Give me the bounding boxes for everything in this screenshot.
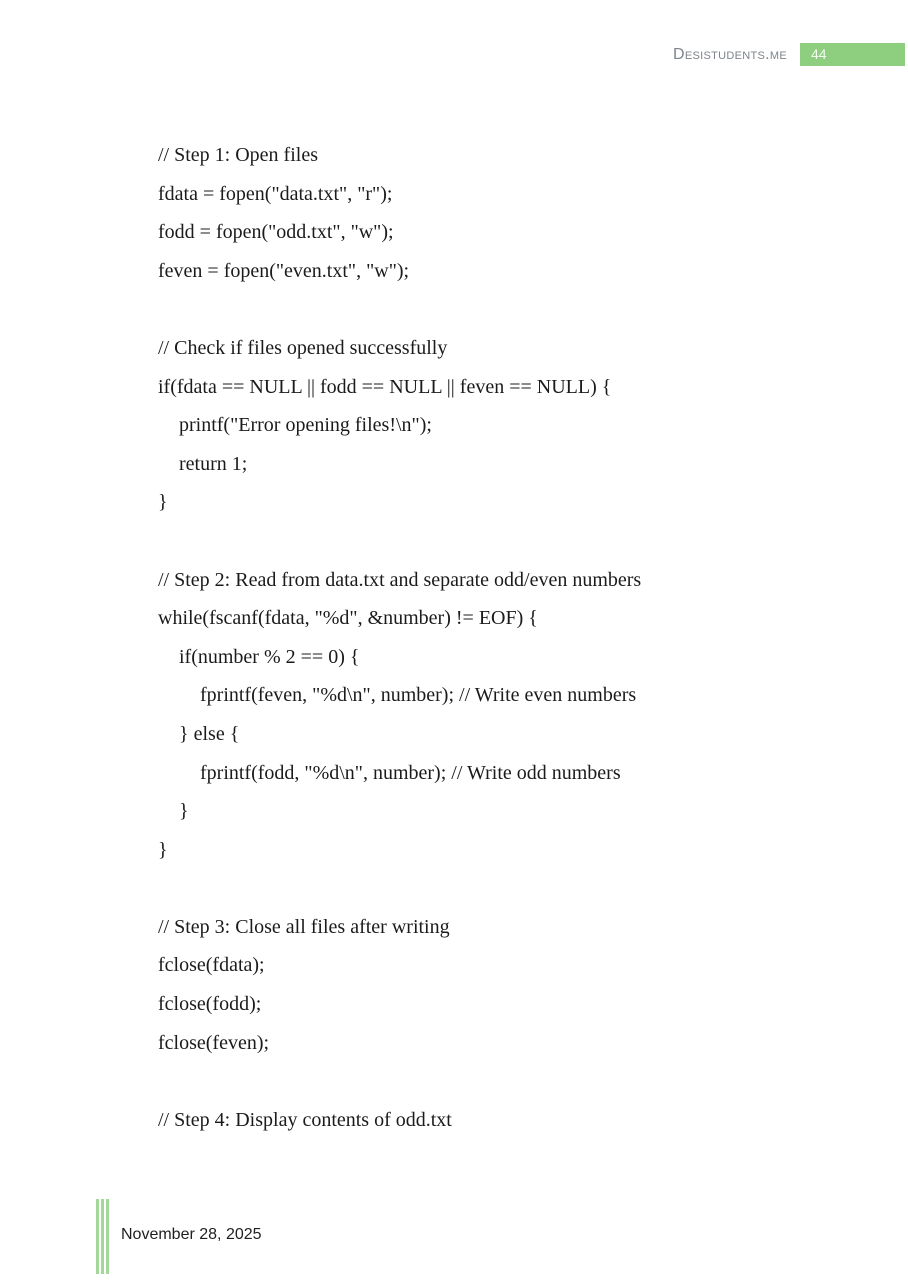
code-line: fprintf(fodd, "%d\n", number); // Write odd numbers <box>200 761 621 784</box>
footer-accent-stripes <box>96 1199 109 1274</box>
code-line: fclose(feven); <box>158 1031 270 1054</box>
code-line: fdata = fopen("data.txt", "r"); <box>158 182 393 205</box>
code-comment-line: // Step 4: Display contents of odd.txt <box>158 1108 452 1131</box>
accent-stripe <box>96 1199 99 1274</box>
code-line <box>158 869 858 908</box>
code-line: fclose(fdata); <box>158 954 265 977</box>
accent-stripe <box>101 1199 104 1274</box>
page-number-badge: 44 <box>800 43 905 66</box>
code-comment-line: // Check if files opened successfully <box>158 336 448 359</box>
code-line: if(number % 2 == 0) { <box>179 645 360 668</box>
code-block <box>158 136 858 1139</box>
code-line: } <box>179 800 189 823</box>
code-comment-line: // Step 2: Read from data.txt and separate odd/even numbers <box>158 568 642 591</box>
code-line: printf("Error opening files!\n"); <box>179 414 432 437</box>
accent-stripe <box>106 1199 109 1274</box>
code-comment-line: // Step 1: Open files <box>158 144 318 166</box>
code-line: fodd = fopen("odd.txt", "w"); <box>158 221 394 244</box>
footer-date: November 28, 2025 <box>121 1226 262 1243</box>
code-line <box>158 522 858 561</box>
code-line <box>158 1062 858 1101</box>
page-header <box>0 43 908 66</box>
code-line: } <box>158 838 168 861</box>
code-line <box>158 290 858 329</box>
code-comment-line: // Step 3: Close all files after writing <box>158 915 450 938</box>
code-line: fclose(fodd); <box>158 993 262 1016</box>
code-line: feven = fopen("even.txt", "w"); <box>158 259 410 282</box>
code-line: } else { <box>179 722 240 745</box>
site-brand-text: Desistudents.me <box>672 46 787 63</box>
code-line: while(fscanf(fdata, "%d", &number) != EOF) { <box>158 607 538 630</box>
code-line: } <box>158 491 168 514</box>
code-line: if(fdata == NULL || fodd == NULL || feven == NULL) { <box>158 375 612 398</box>
code-line: return 1; <box>179 452 248 475</box>
code-line: fprintf(feven, "%d\n", number); // Write even numbers <box>200 684 637 707</box>
